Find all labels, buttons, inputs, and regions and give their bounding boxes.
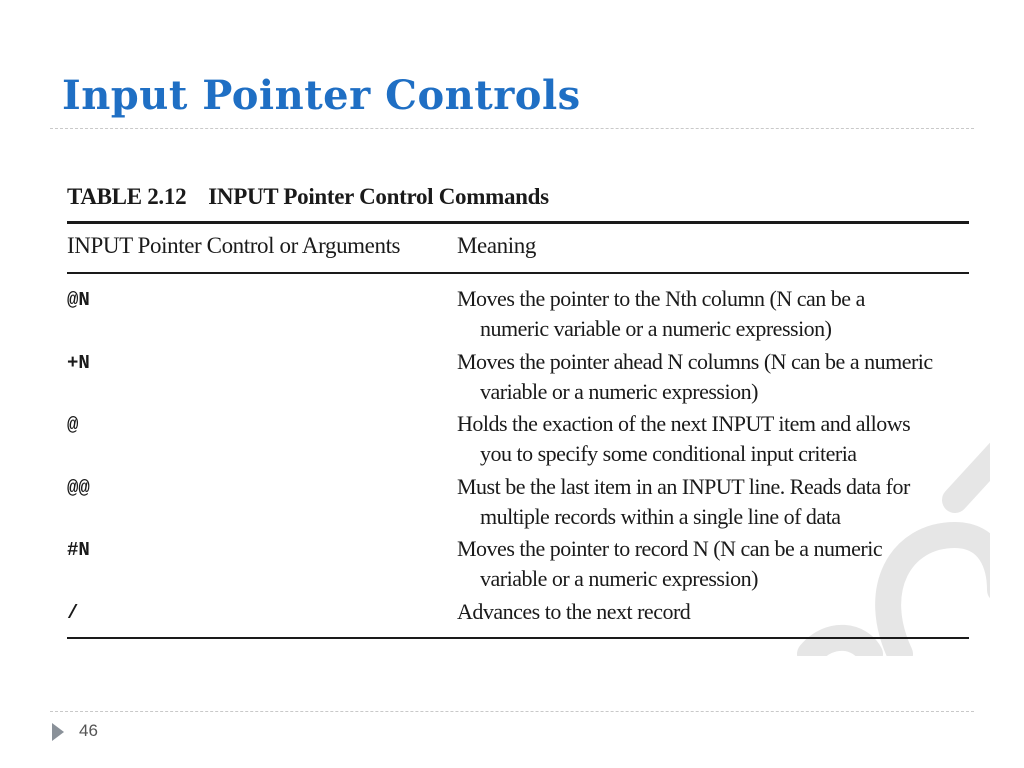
table-top-rule — [67, 221, 969, 224]
row-argument: @N — [67, 289, 90, 311]
row-argument: +N — [67, 351, 90, 374]
row-meaning-line1: Holds the exaction of the next INPUT item and allows — [457, 411, 911, 436]
row-meaning-line2: variable or a numeric expression) — [480, 566, 758, 591]
table-row — [0, 472, 1024, 535]
row-meaning — [457, 472, 977, 532]
row-argument: @ — [67, 414, 79, 436]
table-bottom-rule — [67, 637, 969, 639]
table-number: TABLE 2.12 — [67, 184, 187, 209]
row-meaning-line2: numeric variable or a numeric expression) — [480, 316, 832, 341]
row-meaning-line1: Moves the pointer to record N (N can be a numeric — [457, 536, 883, 561]
row-meaning-line2: variable or a numeric expression) — [480, 378, 758, 404]
row-meaning-line2: you to specify some conditional input criteria — [480, 441, 857, 466]
table-row — [0, 534, 1024, 597]
footer-arrow-icon — [52, 723, 64, 741]
row-meaning-line1: Moves the pointer ahead N columns (N can be a numeric — [457, 348, 933, 374]
row-argument: #N — [67, 539, 90, 561]
table-row — [0, 597, 1024, 660]
row-argument: @@ — [67, 476, 90, 499]
row-meaning-line1: Moves the pointer to the Nth column (N can be a — [457, 286, 865, 311]
page-number: 46 — [79, 721, 98, 740]
row-meaning-line2: multiple records within a single line of data — [480, 503, 841, 529]
row-meaning — [457, 284, 977, 344]
row-meaning-line1: Advances to the next record — [457, 598, 691, 624]
table-header-rule — [67, 272, 969, 274]
table-caption — [67, 184, 549, 210]
row-meaning-line1: Must be the last item in an INPUT line. Reads data for — [457, 473, 910, 499]
row-argument: / — [67, 601, 79, 624]
row-meaning — [457, 534, 977, 594]
table-row — [0, 409, 1024, 472]
row-meaning — [457, 409, 977, 469]
column-header-argument: INPUT Pointer Control or Arguments — [67, 233, 401, 258]
row-meaning — [457, 597, 977, 627]
footer-divider — [50, 711, 974, 712]
column-header-meaning: Meaning — [457, 233, 536, 258]
table-row — [0, 347, 1024, 410]
table-row — [0, 284, 1024, 347]
title-divider — [50, 128, 974, 129]
table-body — [0, 284, 1024, 659]
row-meaning — [457, 347, 977, 407]
slide-title: Input Pointer Controls — [62, 72, 581, 119]
table-caption-text: INPUT Pointer Control Commands — [208, 184, 549, 209]
